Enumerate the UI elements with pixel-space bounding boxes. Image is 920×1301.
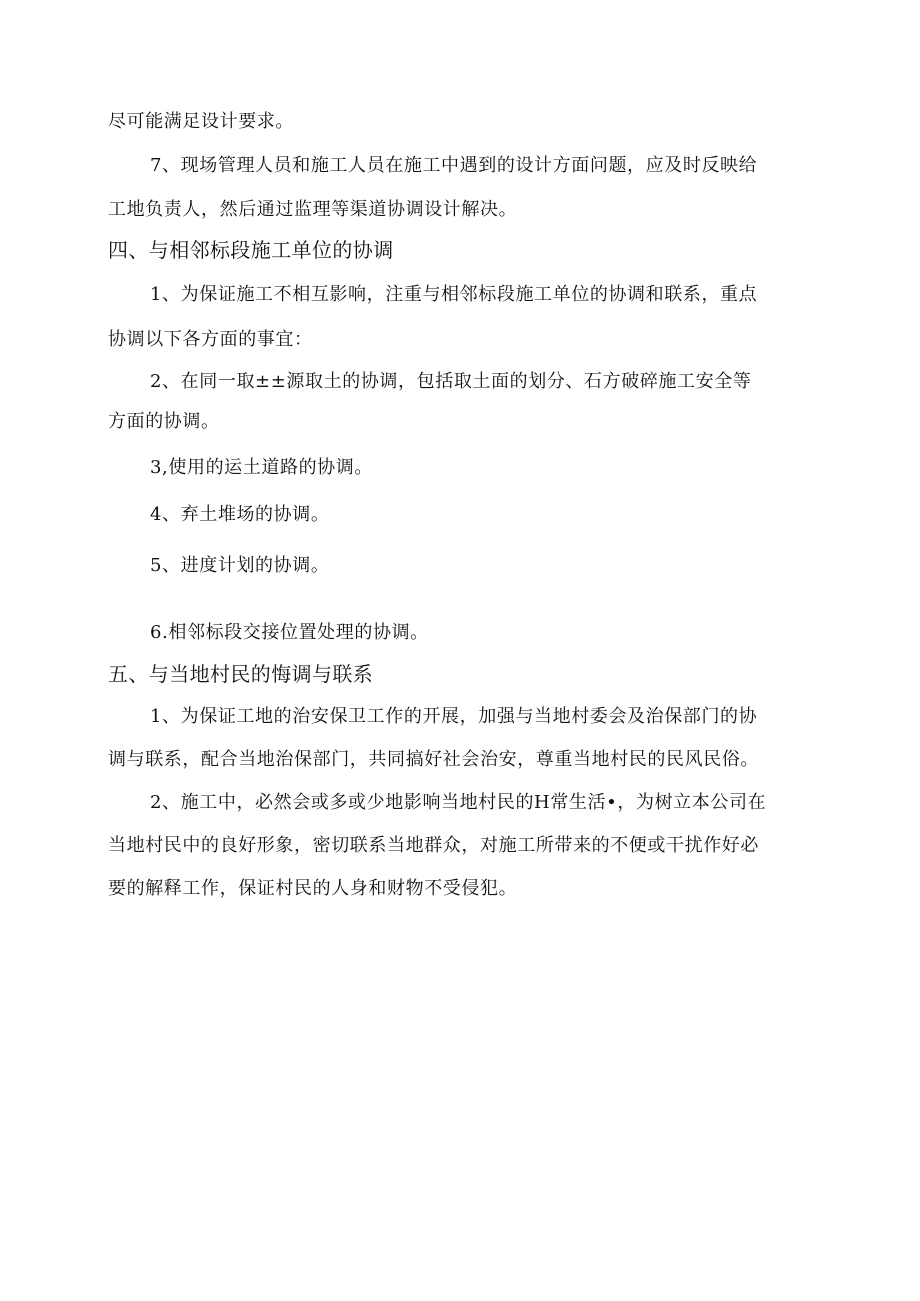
paragraph-line: 要的解释工作，保证村民的人身和财物不受侵犯。 bbox=[108, 878, 518, 899]
paragraph-line: 3,使用的运土道路的协调。 bbox=[150, 457, 373, 478]
paragraph-line: 当地村民中的良好形象，密切联系当地群众，对施工所带来的不便或干扰作好必 bbox=[108, 835, 759, 856]
paragraph-line: 5、进度计划的协调。 bbox=[150, 555, 330, 576]
paragraph-line: 4、弃土堆场的协调。 bbox=[150, 504, 330, 525]
paragraph-line: 1、为保证工地的治安保卫工作的开展，加强与当地村委会及治保部门的协 bbox=[150, 706, 758, 727]
paragraph-line: 工地负责人，然后通过监理等渠道协调设计解决。 bbox=[108, 199, 518, 220]
paragraph-line: 2、在同一取±±源取土的协调，包括取土面的划分、石方破碎施工安全等 bbox=[150, 371, 752, 392]
paragraph-line: 7、现场管理人员和施工人员在施工中遇到的设计方面问题，应及时反映给 bbox=[150, 155, 758, 176]
paragraph-line: 尽可能满足设计要求。 bbox=[108, 111, 294, 132]
paragraph-line: 协调以下各方面的事宜： bbox=[108, 329, 313, 350]
paragraph-line: 1、为保证施工不相互影响，注重与相邻标段施工单位的协调和联系，重点 bbox=[150, 284, 758, 305]
paragraph-line: 调与联系，配合当地治保部门，共同搞好社会治安，尊重当地村民的民风民俗。 bbox=[108, 749, 759, 770]
section-heading: 四、与相邻标段施工单位的协调 bbox=[108, 238, 394, 262]
paragraph-line: 方面的协调。 bbox=[108, 411, 220, 432]
section-heading: 五、与当地村民的悔调与联系 bbox=[108, 662, 374, 686]
paragraph-line: 6.相邻标段交接位置处理的协调。 bbox=[150, 622, 429, 643]
paragraph-line: 2、施工中，必然会或多或少地影响当地村民的H常生活•，为树立本公司在 bbox=[150, 792, 767, 813]
